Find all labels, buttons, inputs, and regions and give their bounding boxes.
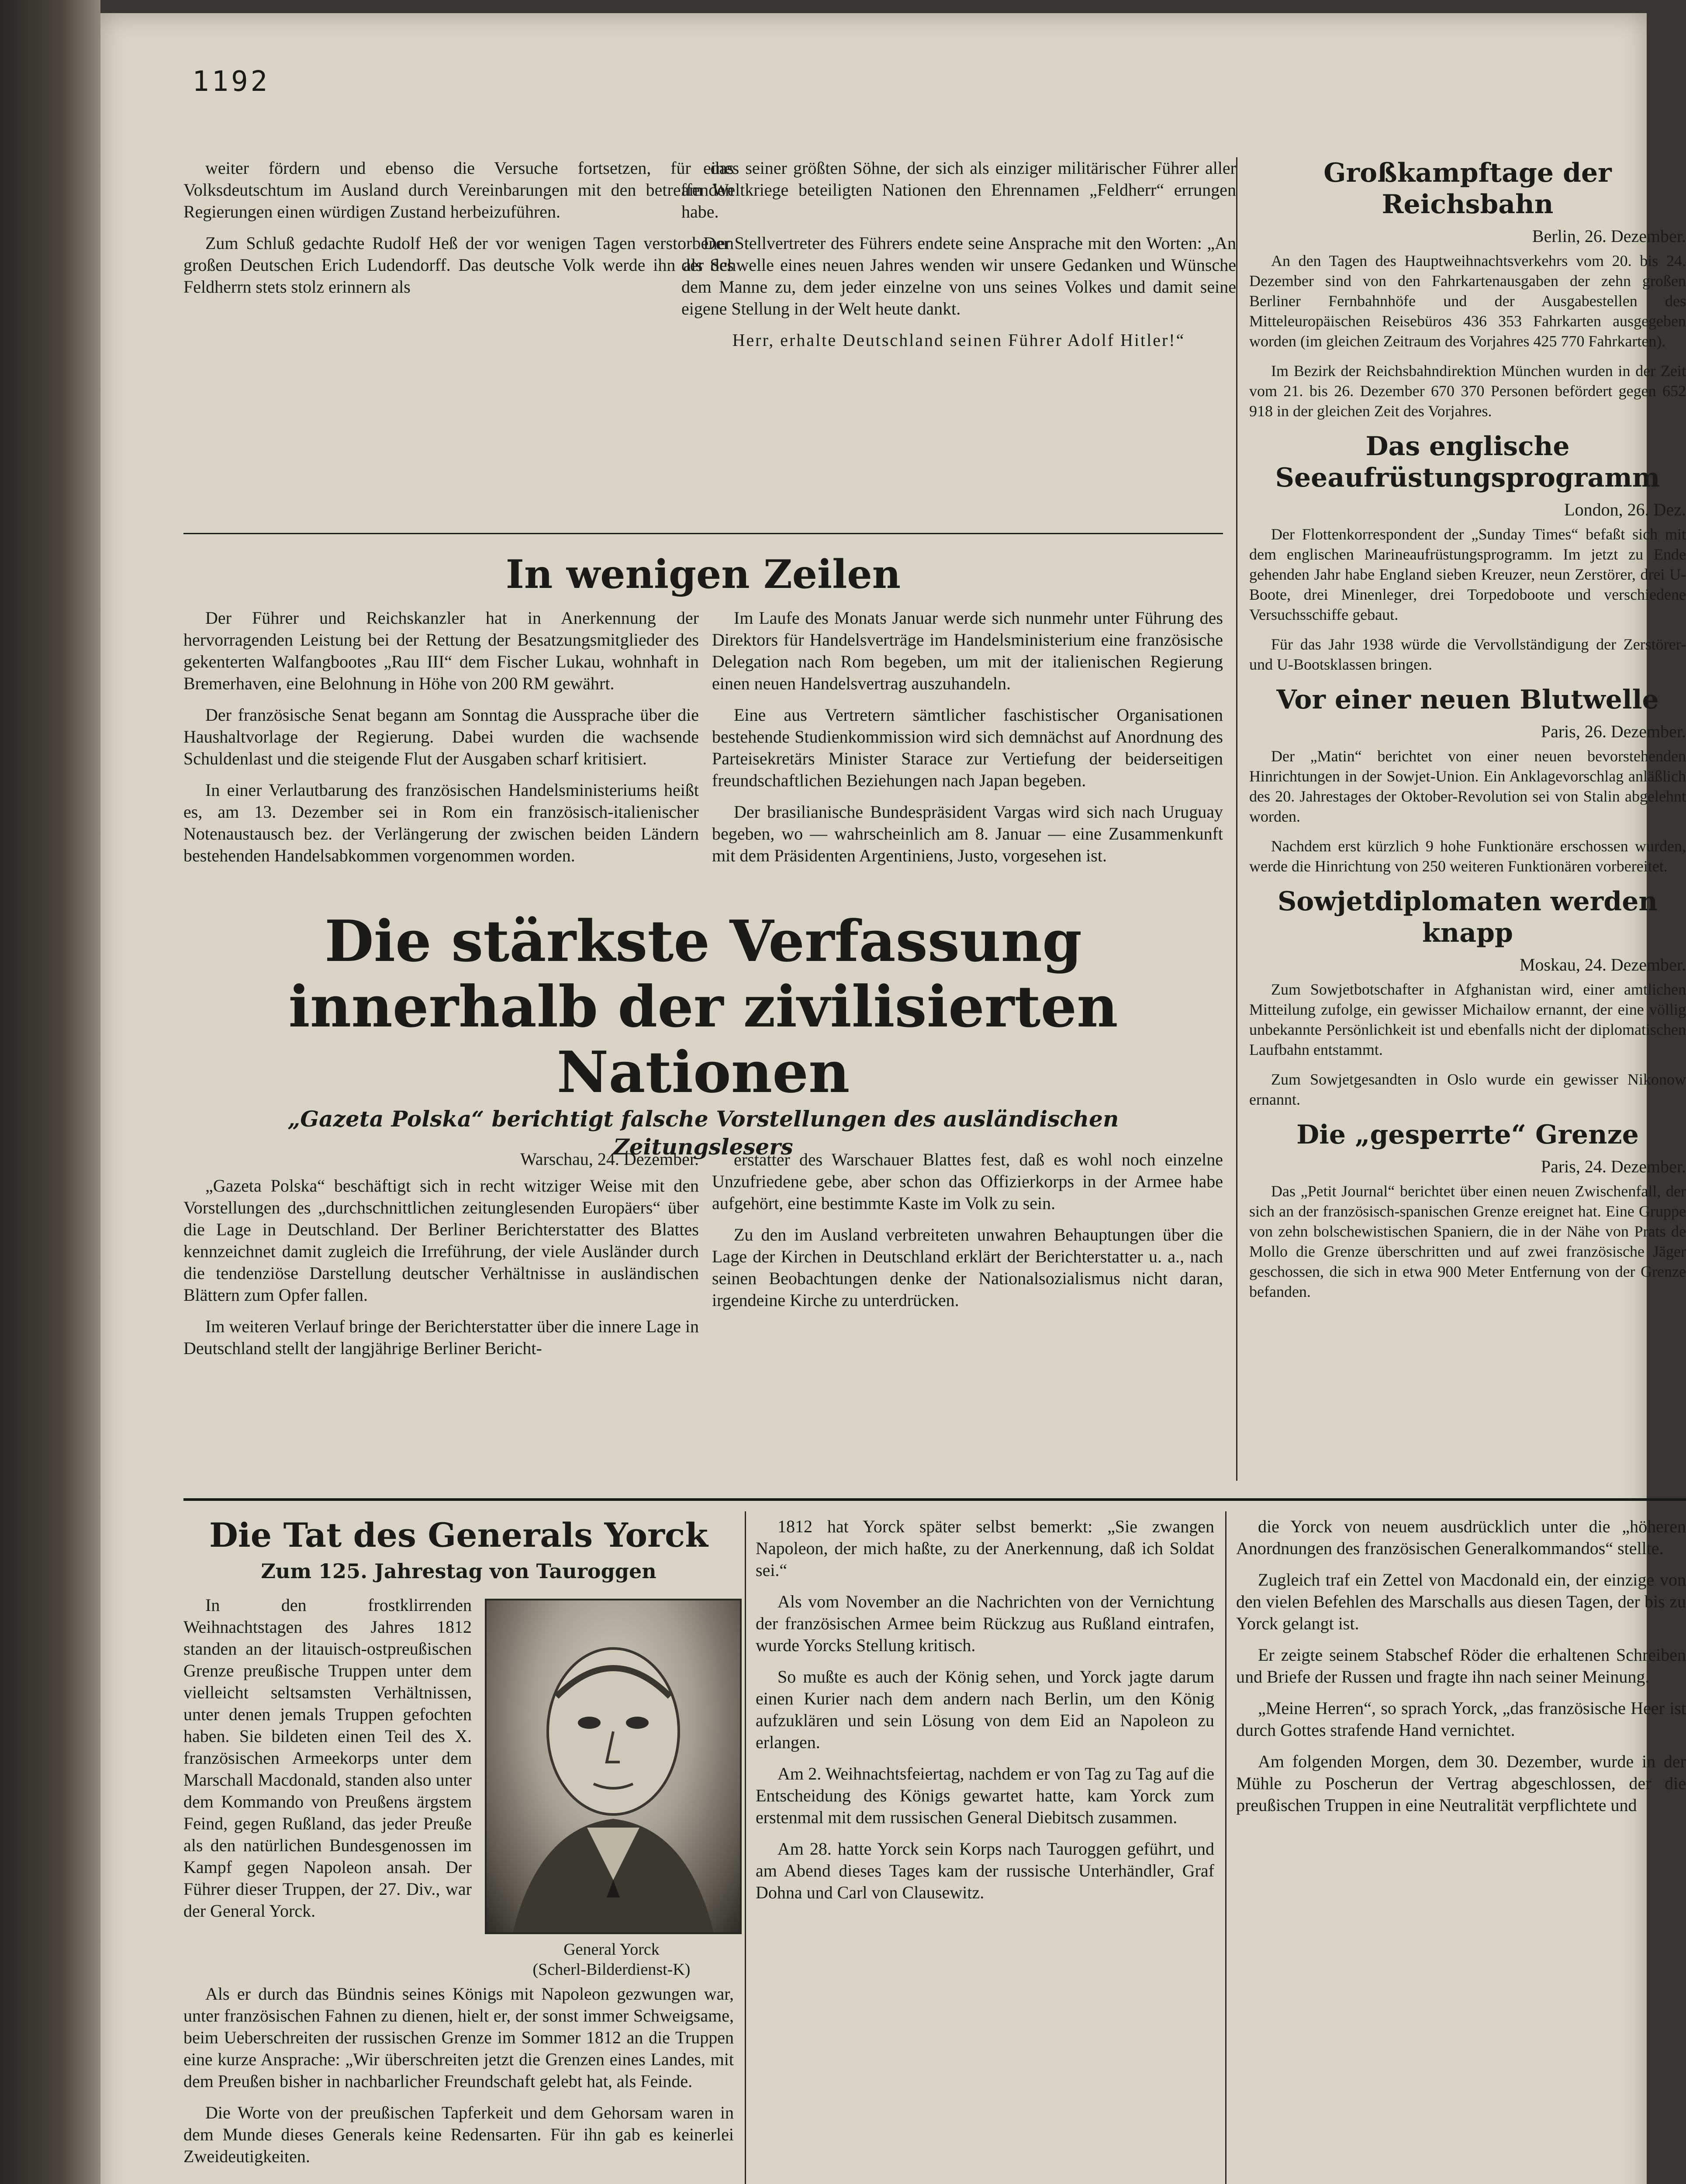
yorck-paragraph: Die Worte von der preußischen Tapferkeit und dem Gehorsam waren in dem Munde dieses Generals keine Redensarten. Für ihn gab es keinerlei Zweideutigkeiten. — [183, 2103, 734, 2166]
article-paragraph: An den Tagen des Hauptweihnachtsverkehrs vom 20. bis 24. Dezember sind von den Fahrkartenausgaben der zehn großen Berliner Fernbahnhöfe und der Ausgabestellen des Mitteleuropäischen Reisebüros 436 353 Fahrkarten ausgegeben worden (im gleichen Zeitraum des Vorjahres 425 770 Fahrkarten). — [1249, 252, 1686, 350]
main-paragraph: „Gazeta Polska“ beschäftigt sich in recht witziger Weise mit den Vorstellungen des „durchschnittlichen zeitunglesenden Europäers“ über die Lage in Deutschland. Der Berliner Berichterstatter des Blattes kennzeichnet damit zugleich die Irreführung, der viele Ausländer durch die tendenziöse Darstellung deutscher Verhältnisse in ausländischen Blättern zum Opfer fallen. — [183, 1176, 699, 1305]
portrait-caption — [485, 1939, 738, 1980]
top-middle-column — [681, 157, 1236, 361]
caption-name: General Yorck — [563, 1940, 660, 1959]
column-divider — [1236, 157, 1237, 1481]
column-divider — [745, 1511, 746, 2184]
top-middle-closing: Herr, erhalte Deutschland seinen Führer Adolf Hitler!“ — [732, 330, 1185, 350]
article-paragraph: Zum Sowjetgesandten in Oslo wurde ein gewisser Nikonow ernannt. — [1249, 1071, 1686, 1108]
article-headline: Sowjetdiplomaten werden knapp — [1277, 886, 1658, 948]
article-paragraph: Zum Sowjetbotschafter in Afghanistan wird, einer amtlichen Mitteilung zufolge, ein gewisser Michailow ernannt, der eine völlig unbekannte Persönlichkeit ist und ebenfalls nicht der diplomatischen Laufbahn entstammt. — [1249, 981, 1686, 1058]
article-headline: Vor einer neuen Blutwelle — [1276, 684, 1659, 715]
yorck-paragraph: Zugleich traf ein Zettel von Macdonald ein, der einzige von den vielen Befehlen des Marschalls aus diesen Tagen, der bis zu Yorck gelangt ist. — [1236, 1570, 1686, 1633]
portrait-engraving — [487, 1600, 740, 1932]
section-rule-bold — [183, 1498, 1686, 1501]
article-headline: Das englische Seeaufrüstungsprogramm — [1275, 431, 1660, 493]
zeilen-item: Der brasilianische Bundespräsident Vargas wird sich nach Uruguay begeben, wo — wahrscheinlich am 8. Januar — eine Zusammenkunft mit dem Präsidenten Argentiniens, Justo, vorgesehen ist. — [712, 802, 1223, 865]
caption-credit: (Scherl-Bilderdienst-K) — [532, 1960, 691, 1979]
yorck-col1-intro — [183, 1594, 472, 1932]
top-middle-paragraph: Der Stellvertreter des Führers endete seine Ansprache mit den Worten: „An der Schwelle eines neuen Jahres wenden wir unsere Gedanken und Wünsche dem Manne zu, dem jeder einzelne von uns seines Volkes und damit seine eigene Stellung in der Welt heute dankt. — [681, 233, 1236, 318]
top-left-column — [183, 157, 734, 308]
yorck-paragraph: Als er durch das Bündnis seines Königs mit Napoleon gezwungen war, unter französischen Fahnen zu dienen, hielt er, der sonst immer Schweigsame, beim Ueberschreiten der russischen Grenze im Sommer 1812 an die Truppen eine kurze Ansprache: „Wir überschreiten jetzt die Grenzen eines Landes, mit dem Preußen bisher in nachbarlicher Freundschaft gelebt hat, als Feinde. — [183, 1984, 734, 2091]
main-paragraph: erstatter des Warschauer Blattes fest, daß es wohl noch einzelne Unzufriedene gebe, aber schon das Offizierkorps in der Armee habe aufgehört, eine bestimmte Kaste im Volk zu sein. — [712, 1150, 1223, 1213]
main-subheadline: „Gazeta Polska“ berichtigt falsche Vorstellungen des ausländischen Zeitungslesers — [287, 1106, 1119, 1160]
main-right-column — [712, 1149, 1223, 1321]
zeilen-right-column — [712, 607, 1223, 876]
right-column — [1249, 157, 1686, 1311]
yorck-paragraph: Er zeigte seinem Stabschef Röder die erhaltenen Schreiben und Briefe der Russen und fragte ihn nach seiner Meinung. — [1236, 1645, 1686, 1686]
yorck-paragraph: Am 2. Weihnachtsfeiertag, nachdem er von Tag zu Tag auf die Entscheidung des Königs gewartet hatte, kam Yorck zum erstenmal mit dem russischen General Diebitsch zusammen. — [756, 1764, 1214, 1827]
article-paragraph: Der „Matin“ berichtet von einer neuen bevorstehenden Hinrichtungen in der Sowjet-Union. Ein Anklagevorschlag anläßlich des 20. Jahrestages der Oktober-Revolution sei von Stalin abgelehnt worden. — [1249, 747, 1686, 825]
yorck-paragraph: Am 28. hatte Yorck sein Korps nach Tauroggen geführt, und am Abend dieses Tages kam der russische Unterhändler, Graf Dohna und Carl von Clausewitz. — [756, 1839, 1214, 1902]
main-paragraph: Zu den im Ausland verbreiteten unwahren Behauptungen über die Lage der Kirchen in Deutschland erklärt der Berichterstatter u. a., nach seinen Beobachtungen denke der Nationalsozialismus nicht daran, irgendeine Kirche zu unterdrücken. — [712, 1225, 1223, 1310]
zeilen-item: Im Laufe des Monats Januar werde sich nunmehr unter Führung des Direktors für Handelsverträge im Handelsministerium eine französische Delegation nach Rom begeben, um mit der italienischen Regierung einen neuen Handelsvertrag auszuhandeln. — [712, 608, 1223, 693]
yorck-col3 — [1236, 1516, 1686, 1826]
zeilen-item: Der französische Senat begann am Sonntag die Aussprache über die Haushaltvorlage der Regierung. Dabei wurden die wachsende Schuldenlast und die steigende Flut der Ausgaben scharf kritisiert. — [183, 705, 699, 768]
main-paragraph: Im weiteren Verlauf bringe der Berichterstatter über die innere Lage in Deutschland stellt der langjährige Berliner Bericht- — [183, 1317, 699, 1358]
zeilen-left-column — [183, 607, 699, 876]
newspaper-page — [100, 13, 1686, 2184]
main-headline-line2: innerhalb der zivilisierten Nationen — [288, 973, 1118, 1106]
yorck-col2 — [756, 1516, 1214, 1913]
article-dateline: Paris, 24. Dezember. — [1541, 1157, 1686, 1176]
article-paragraph: Im Bezirk der Reichsbahndirektion München wurden in der Zeit vom 21. bis 26. Dezember 670 370 Personen befördert gegen 652 918 in der gleichen Zeit des Vorjahres. — [1249, 362, 1686, 420]
yorck-paragraph: In den frostklirrenden Weihnachtstagen des Jahres 1812 standen an der litauisch-ostpreußischen Grenze preußische Truppen unter dem vielleicht seltsamsten Verhältnissen, unter denen jemals Truppen gefochten haben. Sie bildeten einen Teil des X. französischen Armeekorps unter dem Marschall Macdonald, standen also unter dem Kommando von Preußens ärgstem Feind, gegen Rußland, das jeder Preuße als den natürlichen Bundesgenossen im Kampf gegen Napoleon ansah. Der Führer dieser Truppen, der 27. Div., war der General Yorck. — [183, 1595, 472, 1921]
article-dateline: London, 26. Dez. — [1564, 500, 1686, 519]
yorck-headline: Die Tat des Generals Yorck — [209, 1516, 708, 1555]
yorck-paragraph: 1812 hat Yorck später selbst bemerkt: „Sie zwangen Napoleon, der mich haßte, zu der Anerkennung, daß ich Soldat sei.“ — [756, 1517, 1214, 1580]
article-paragraph: Der Flottenkorrespondent der „Sunday Times“ befaßt sich mit dem englischen Marineaufrüstungsprogramm. Im jetzt zu Ende gehenden Jahr habe England sieben Kreuzer, neun Zerstörer, drei U-Boote, drei Minenleger, drei Torpedoboote und verschiedene Versuchsschiffe gebaut. — [1249, 525, 1686, 623]
zeilen-headline: In wenigen Zeilen — [505, 551, 901, 598]
zeilen-item: Eine aus Vertretern sämtlicher faschistischer Organisationen bestehende Studienkommission wird sich demnächst auf Anordnung des Parteisekretärs Minister Starace zur Vertiefung der beiderseitigen freundschaftlichen Beziehungen nach Japan begeben. — [712, 705, 1223, 790]
top-left-paragraph: Zum Schluß gedachte Rudolf Heß der vor wenigen Tagen verstorbenen großen Deutschen Erich Ludendorff. Das deutsche Volk werde ihn als des Feldherrn stets stolz erinnern als — [183, 233, 734, 297]
section-divider — [183, 533, 1223, 534]
main-headline-line1: Die stärkste Verfassung — [325, 908, 1082, 975]
page-number: 1192 — [192, 66, 270, 98]
main-left-column — [183, 1175, 699, 1369]
yorck-paragraph: „Meine Herren“, so sprach Yorck, „das französische Heer ist durch Gottes strafende Hand vernichtet. — [1236, 1698, 1686, 1740]
yorck-subheadline: Zum 125. Jahrestag von Tauroggen — [261, 1559, 656, 1583]
main-headline-block — [197, 909, 1210, 1161]
zeilen-item: In einer Verlautbarung des französischen Handelsministeriums heißt es, am 13. Dezember sei in Rom ein französisch-italienischer Notenaustausch bez. der Verlängerung der zwischen beiden Ländern bestehenden Handelsabkommen vorgenommen worden. — [183, 780, 699, 865]
general-yorck-portrait — [485, 1599, 742, 1934]
column-divider — [1225, 1511, 1226, 2184]
yorck-paragraph: Als vom November an die Nachrichten von der Vernichtung der französischen Armee beim Rückzug aus Rußland eintrafen, wurde Yorcks Stellung kritisch. — [756, 1592, 1214, 1655]
article-paragraph: Nachdem erst kürzlich 9 hohe Funktionäre erschossen wurden, werde die Hinrichtung von 250 weiteren Funktionären vorbereitet. — [1249, 837, 1686, 875]
article-headline: Die „gesperrte“ Grenze — [1296, 1120, 1639, 1150]
yorck-paragraph: die Yorck von neuem ausdrücklich unter die „höheren Anordnungen des französischen Generalkommandos“ stellte. — [1236, 1517, 1686, 1558]
yorck-col1-lower — [183, 1983, 734, 2177]
book-binding-edge — [0, 0, 100, 2184]
yorck-paragraph: Am folgenden Morgen, dem 30. Dezember, wurde in der Mühle zu Poscherun der Vertrag abgeschlossen, der die preußischen Truppen in eine Neutralität verpflichtete und — [1236, 1752, 1686, 1815]
article-dateline: Moskau, 24. Dezember. — [1519, 955, 1686, 975]
top-left-paragraph: weiter fördern und ebenso die Versuche fortsetzen, für das Volksdeutschtum im Ausland durch Vereinbarungen mit den betreffenden Regierungen einen würdigen Zustand herbeizuführen. — [183, 158, 734, 221]
article-headline: Großkampftage der Reichsbahn — [1323, 158, 1612, 220]
main-dateline: Warschau, 24. Dezember. — [520, 1149, 699, 1169]
article-dateline: Paris, 26. Dezember. — [1541, 722, 1686, 741]
yorck-paragraph: So mußte es auch der König sehen, und Yorck jagte darum einen Kurier nach dem andern nach Berlin, um den König aufzuklären und sein Lösung von dem Eid an Napoleon zu erlangen. — [756, 1667, 1214, 1752]
article-dateline: Berlin, 26. Dezember. — [1532, 226, 1686, 246]
top-middle-paragraph: eines seiner größten Söhne, der sich als einziger militärischer Führer aller am Weltkriege beteiligten Nationen den Ehrennamen „Feldherr“ errungen habe. — [681, 158, 1236, 221]
article-paragraph: Für das Jahr 1938 würde die Vervollständigung der Zerstörer- und U-Bootsklassen bringen. — [1249, 636, 1686, 673]
zeilen-item: Der Führer und Reichskanzler hat in Anerkennung der hervorragenden Leistung bei der Rettung der Besatzungsmitglieder des gekenterten Walfangbootes „Rau III“ dem Fischer Lukau, wohnhaft in Bremerhaven, eine Belohnung in Höhe von 200 RM gewährt. — [183, 608, 699, 693]
article-paragraph: Das „Petit Journal“ berichtet über einen neuen Zwischenfall, der sich an der französisch-spanischen Grenze ereignet hat. Eine Gruppe von zehn bolschewistischen Spaniern, die in der Nähe von Prats de Mollo die Grenze überschritten und auf zwei französische Jäger geschossen, die sich in etwa 900 Meter Entfernung von der Grenze befanden. — [1249, 1182, 1686, 1300]
